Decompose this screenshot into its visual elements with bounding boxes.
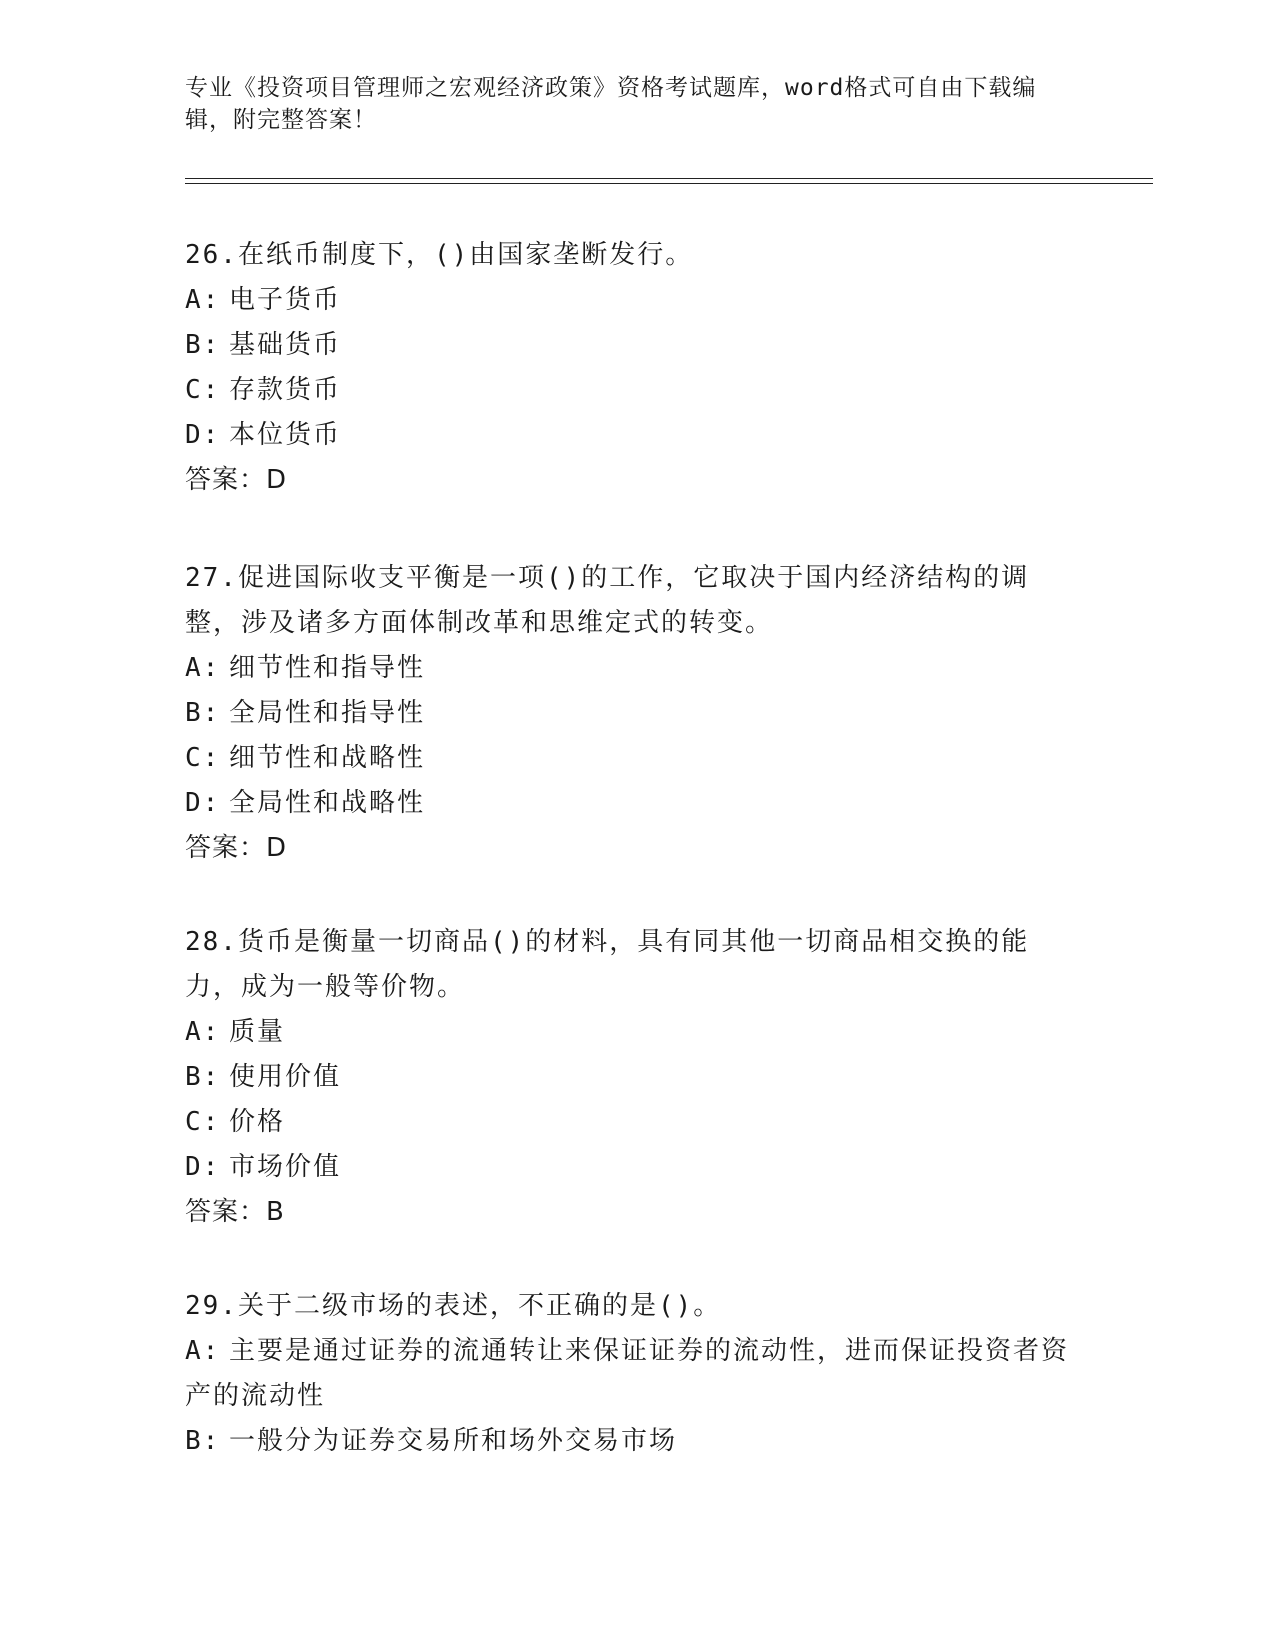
document-header: 专业《投资项目管理师之宏观经济政策》资格考试题库，word格式可自由下载编辑，附完整答案！ <box>185 75 1037 133</box>
option-label: A: <box>185 1336 221 1366</box>
option-b <box>185 691 1085 736</box>
option-a <box>185 646 1085 691</box>
option-text: 使用价值 <box>229 1062 342 1092</box>
option-text: 细节性和战略性 <box>229 743 426 773</box>
option-b <box>185 323 1085 368</box>
option-label: B: <box>185 330 221 360</box>
option-d <box>185 1145 1085 1190</box>
question-stem: 29.关于二级市场的表述，不正确的是()。 <box>185 1291 722 1321</box>
option-label: C: <box>185 743 221 773</box>
option-label: D: <box>185 420 221 450</box>
option-text: 存款货币 <box>229 375 342 405</box>
option-label: C: <box>185 1107 221 1137</box>
option-text: 质量 <box>229 1017 286 1047</box>
option-text: 电子货币 <box>229 285 342 315</box>
option-a <box>185 278 1085 323</box>
option-b <box>185 1419 1085 1464</box>
answer: 答案：D <box>185 833 288 863</box>
question-stem: 26.在纸币制度下，()由国家垄断发行。 <box>185 240 694 270</box>
option-text: 市场价值 <box>229 1152 342 1182</box>
question-27 <box>185 556 1085 871</box>
option-b <box>185 1055 1085 1100</box>
option-d <box>185 781 1085 826</box>
option-label: B: <box>185 1426 221 1456</box>
option-c <box>185 1100 1085 1145</box>
question-28 <box>185 920 1085 1235</box>
option-d <box>185 413 1085 458</box>
option-a <box>185 1329 1085 1419</box>
option-text: 本位货币 <box>229 420 342 450</box>
option-text: 一般分为证券交易所和场外交易市场 <box>229 1426 678 1456</box>
option-a <box>185 1010 1085 1055</box>
option-text: 价格 <box>229 1107 286 1137</box>
option-label: B: <box>185 698 221 728</box>
option-label: D: <box>185 788 221 818</box>
question-stem: 27.促进国际收支平衡是一项()的工作，它取决于国内经济结构的调整，涉及诸多方面体制改革和思维定式的转变。 <box>185 563 1030 638</box>
question-26 <box>185 233 1085 503</box>
option-c <box>185 736 1085 781</box>
option-text: 全局性和战略性 <box>229 788 426 818</box>
option-text: 基础货币 <box>229 330 342 360</box>
option-text: 主要是通过证券的流通转让来保证证券的流动性，进而保证投资者资产的流动性 <box>185 1336 1070 1411</box>
option-label: B: <box>185 1062 221 1092</box>
question-stem: 28.货币是衡量一切商品()的材料，具有同其他一切商品相交换的能力，成为一般等价物。 <box>185 927 1030 1002</box>
option-text: 全局性和指导性 <box>229 698 426 728</box>
header-divider-bottom <box>185 183 1153 184</box>
option-label: A: <box>185 1017 221 1047</box>
option-label: D: <box>185 1152 221 1182</box>
option-text: 细节性和指导性 <box>229 653 426 683</box>
answer: 答案：B <box>185 1197 285 1227</box>
option-label: C: <box>185 375 221 405</box>
option-c <box>185 368 1085 413</box>
option-label: A: <box>185 285 221 315</box>
question-29 <box>185 1284 1085 1464</box>
answer: 答案：D <box>185 465 288 495</box>
header-divider-top <box>185 178 1153 179</box>
option-label: A: <box>185 653 221 683</box>
